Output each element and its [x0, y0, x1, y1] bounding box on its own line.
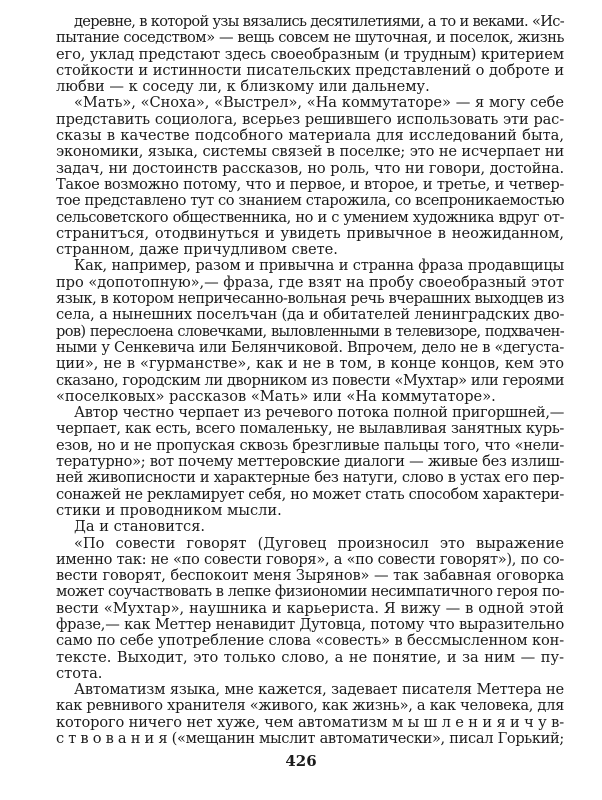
text-line: Автоматизм языка, мне кажется, задевает писателя Меттера не: [74, 681, 564, 699]
text-line: Как, например, разом и привычна и странна фраза продавщицы: [74, 257, 564, 275]
text-line: сказы в качестве подсобного материала для исследований быта,: [56, 127, 564, 145]
paragraph: [56, 536, 564, 683]
text-line: стики и проводником мысли.: [56, 501, 282, 519]
text-line: именно так: не «по совести говоря», а «по совести говорят»), по со-: [56, 550, 564, 568]
text-line: фразе,— как Меттер ненавидит Дутовца, потому что выразительно: [56, 615, 564, 633]
text-line: черпает, как есть, всего помаленьку, не вылавливая занятных курь-: [56, 420, 564, 438]
text-line: ров) переслоена словечками, выловленными в телевизоре, подхвачен-: [56, 322, 564, 340]
text-line: экономики, языка, системы связей в поселке; это не исчерпает ни: [56, 143, 564, 161]
text-line: с т в о в а н и я («мещанин мыслит автоматически», писал Горький;: [56, 730, 564, 748]
text-line: стойкости и истинности писательских представлений о доброте и: [56, 61, 564, 79]
text-line: которого ничего нет хуже, чем автоматизм м ы ш л е н и я и ч у в-: [56, 713, 564, 731]
text-line: сказано, городским ли дворником из повести «Мухтар» или героями: [56, 371, 564, 389]
text-line: сонажей не рекламирует себя, но может стать способом характери-: [56, 485, 564, 503]
text-line: деревне, в которой узы вязались десятилетиями, а то и веками. «Ис-: [74, 13, 564, 30]
text-line: ными у Сенкевича или Белянчиковой. Впрочем, дело не в «дегуста-: [56, 338, 564, 356]
text-line: тое представлено тут со знанием старожила, со всепроникаемостью: [56, 192, 565, 210]
text-line: ней живописности и характерные без натуги, слово в устах его пер-: [56, 469, 564, 487]
text-line: тексте. Выходит, это только слово, а не понятие, и за ним — пу-: [56, 648, 564, 666]
text-line: тературно»; вот почему меттеровские диалоги — живые без излиш-: [56, 453, 564, 471]
paragraph: [56, 95, 564, 258]
text-line: пытание соседством» — вещь совсем не шуточная, и поселок, жизнь: [56, 29, 564, 47]
text-line: Да и становится.: [74, 518, 206, 536]
text-line: Такое возможно потому, что и первое, и второе, и третье, и четвер-: [56, 175, 564, 193]
text-line: ции», не в «гурманстве», как и не в том, в конце концов, кем это: [56, 355, 564, 373]
text-line: как ревнивого хранителя «живого, как жизнь», а как человека, для: [56, 697, 564, 715]
text-line: вести говорят, беспокоит меня Зырянов» — так забавная оговорка: [56, 567, 564, 585]
text-line: езов, но и не пропуская сквозь брезгливые пальцы того, что «нели-: [56, 436, 564, 454]
text-line: его, уклад предстают здесь своеобразным (и трудным) критерием: [56, 45, 564, 63]
text-line: может соучаствовать в лепке физиономии несимпатичного героя по-: [56, 583, 564, 601]
paragraph: [56, 405, 564, 519]
paragraph: [56, 258, 564, 405]
paragraph: [56, 682, 564, 747]
text-line: представить социолога, всерьез решившего использовать эти рас-: [56, 110, 564, 128]
text-line: само по себе употребление слова «совесть» в бессмысленном кон-: [56, 632, 564, 650]
text-line: про «допотопную»,— фраза, где взят на пробу своеобразный этот: [56, 273, 564, 291]
text-line: села, а нынешних поселъчан (да и обитателей ленинградских дво-: [56, 306, 565, 324]
text-line: «поселковых» рассказов «Мать» или «На коммутаторе».: [56, 387, 496, 405]
text-line: задач, ни достоинств рассказов, но роль, что ни говори, достойна.: [56, 159, 564, 177]
text-line: вести «Мухтар», наушника и карьериста. Я вижу — в одной этой: [56, 599, 564, 617]
text-line: «По совести говорят (Дуговец произносил это выражение: [74, 534, 564, 552]
text-line: любви — к соседу ли, к близкому или дальнему.: [56, 78, 430, 96]
page-body-text: [56, 14, 564, 747]
paragraph: [56, 519, 564, 535]
paragraph: [56, 14, 564, 95]
text-line: странитъся, отодвинуться и увидеть привычное в неожиданном,: [56, 224, 564, 242]
text-line: стота.: [56, 664, 103, 682]
text-line: странном, даже причудливом свете.: [56, 241, 338, 259]
text-line: сельсоветского общественника, но и с умением художника вдруг от-: [56, 208, 564, 226]
text-line: «Мать», «Сноха», «Выстрел», «На коммутаторе» — я могу себе: [74, 94, 564, 112]
page-number: 426: [285, 752, 317, 770]
text-line: язык, в котором непричесанно-вольная речь вчерашних выходцев из: [56, 290, 564, 308]
text-line: Автор честно черпает из речевого потока полной пригоршней,—: [74, 404, 564, 422]
